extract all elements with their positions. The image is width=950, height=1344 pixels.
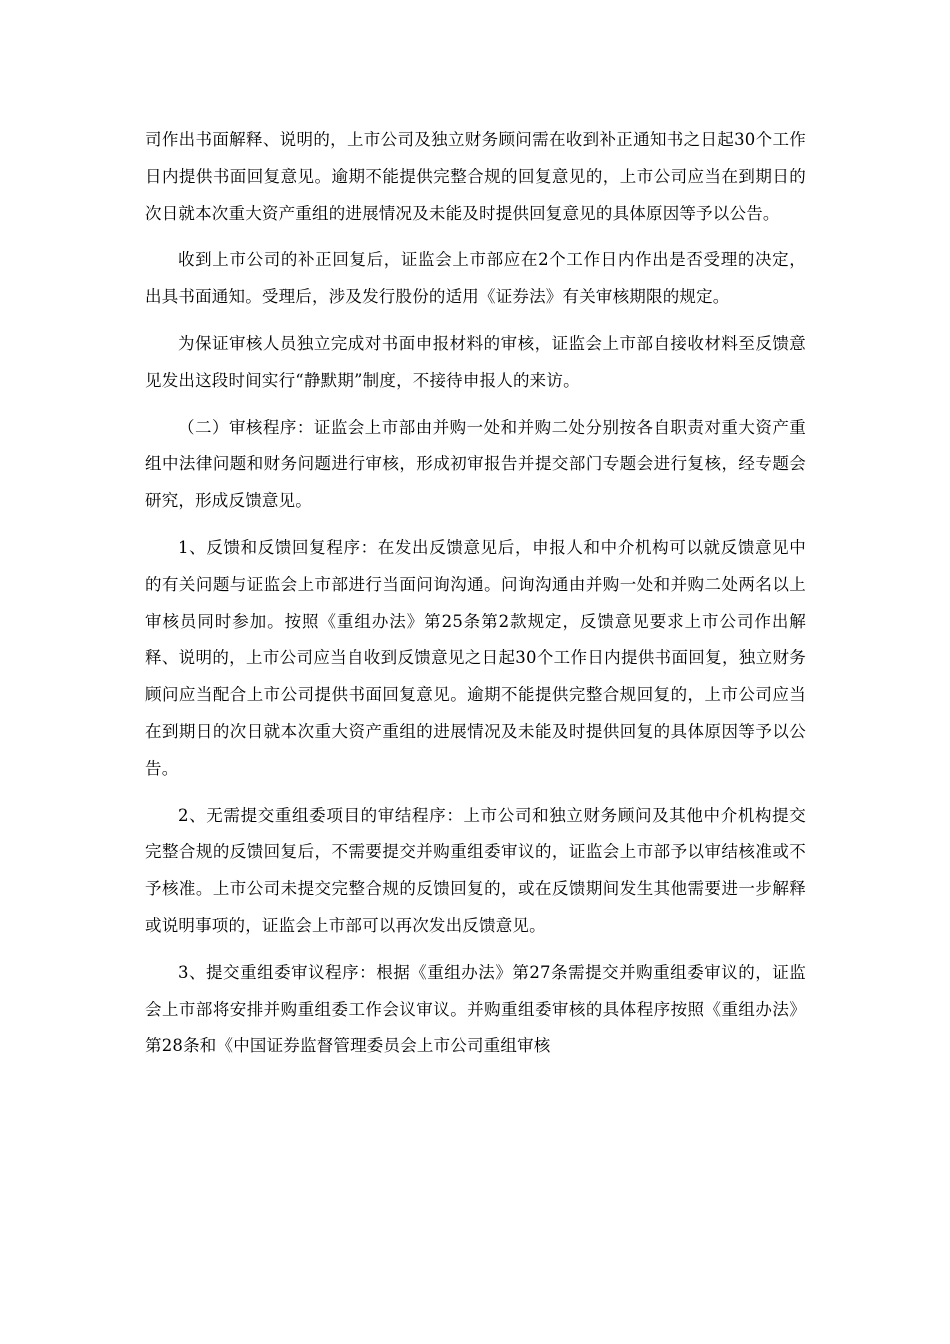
document-body <box>145 122 806 1075</box>
paragraph-committee-review: 3、提交重组委审议程序：根据《重组办法》第27条需提交并购重组委审议的，证监会上市部将安排并购重组委工作会议审议。并购重组委审核的具体程序按照《重组办法》第28条和《中国证券监督管理委员会上市公司重组审核 <box>145 962 806 1056</box>
paragraph-acceptance-decision: 收到上市公司的补正回复后，证监会上市部应在2个工作日内作出是否受理的决定，出具书面通知。受理后，涉及发行股份的适用《证券法》有关审核期限的规定。 <box>145 250 806 307</box>
paragraph-closing-procedure: 2、无需提交重组委项目的审结程序：上市公司和独立财务顾问及其他中介机构提交完整合规的反馈回复后，不需要提交并购重组委审议的，证监会上市部予以审结核准或不予核准。上市公司未提交完整合规的反馈回复的，或在反馈期间发生其他需要进一步解释或说明事项的，证监会上市部可以再次发出反馈意见。 <box>145 805 806 935</box>
paragraph-correction-reply-deadline: 司作出书面解释、说明的，上市公司及独立财务顾问需在收到补正通知书之日起30个工作日内提供书面回复意见。逾期不能提供完整合规的回复意见的，上市公司应当在到期日的次日就本次重大资产重组的进展情况及未能及时提供回复意见的具体原因等予以公告。 <box>145 130 806 223</box>
paragraph-quiet-period: 为保证审核人员独立完成对书面申报材料的审核，证监会上市部自接收材料至反馈意见发出这段时间实行“静默期”制度，不接待申报人的来访。 <box>145 333 806 390</box>
paragraph-review-procedure: （二）审核程序：证监会上市部由并购一处和并购二处分别按各自职责对重大资产重组中法律问题和财务问题进行审核，形成初审报告并提交部门专题会进行复核，经专题会研究，形成反馈意见。 <box>145 417 806 511</box>
paragraph-feedback-procedure: 1、反馈和反馈回复程序：在发出反馈意见后，申报人和中介机构可以就反馈意见中的有关问题与证监会上市部进行当面问询沟通。问询沟通由并购一处和并购二处两名以上审核员同时参加。按照《重组办法》第25条第2款规定，反馈意见要求上市公司作出解释、说明的，上市公司应当自收到反馈意见之日起30个工作日内提供书面回复，独立财务顾问应当配合上市公司提供书面回复意见。逾期不能提供完整合规回复的，上市公司应当在到期日的次日就本次重大资产重组的进展情况及未能及时提供回复的具体原因等予以公告。 <box>145 537 806 778</box>
